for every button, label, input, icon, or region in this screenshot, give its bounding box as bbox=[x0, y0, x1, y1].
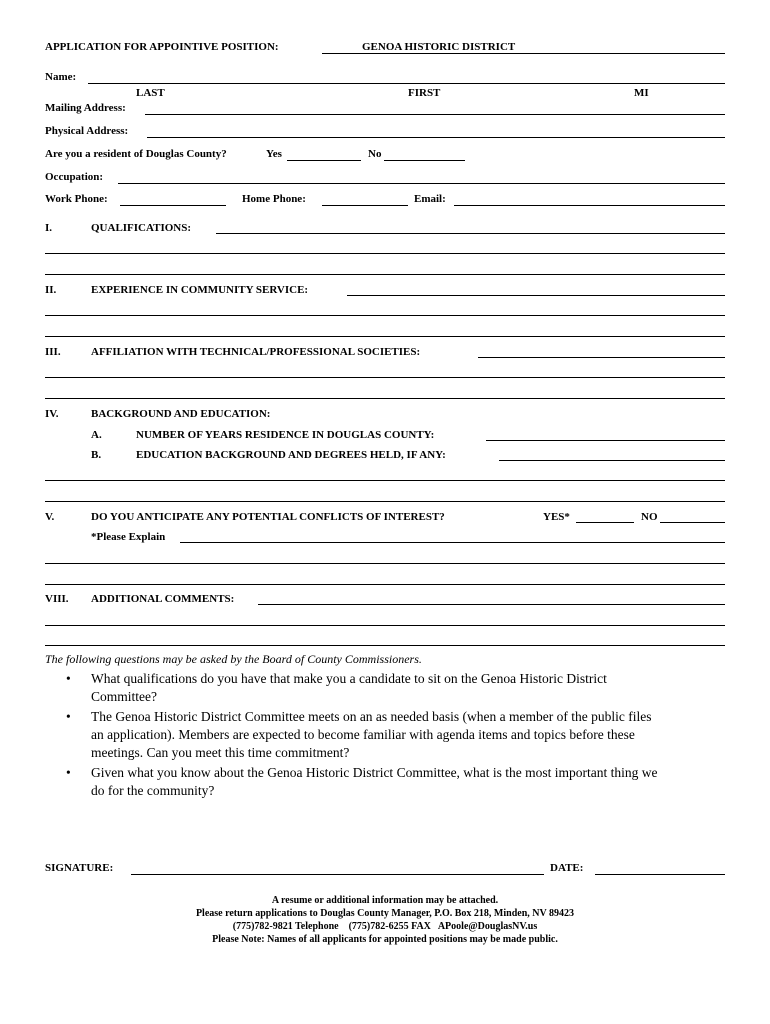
experience-field[interactable] bbox=[347, 295, 725, 296]
resident-no-field[interactable] bbox=[384, 160, 465, 161]
education-field[interactable] bbox=[45, 480, 725, 481]
qualifications-field[interactable] bbox=[45, 253, 725, 254]
residence-years-field[interactable] bbox=[486, 440, 725, 441]
affiliation-field[interactable] bbox=[45, 377, 725, 378]
bullet-icon: • bbox=[66, 709, 71, 724]
qualifications-field[interactable] bbox=[45, 274, 725, 275]
name-sublabel-mi: MI bbox=[634, 87, 649, 99]
work-phone-label: Work Phone: bbox=[45, 193, 108, 205]
qualifications-title: QUALIFICATIONS: bbox=[91, 222, 192, 234]
residence-years-label: NUMBER OF YEARS RESIDENCE IN DOUGLAS COUNTY: bbox=[136, 429, 435, 441]
section-number: III. bbox=[45, 346, 61, 358]
section-number: VIII. bbox=[45, 593, 69, 605]
bullet-icon: • bbox=[66, 765, 71, 780]
name-field[interactable] bbox=[88, 83, 725, 84]
education-label: EDUCATION BACKGROUND AND DEGREES HELD, IF ANY: bbox=[136, 449, 446, 461]
footer-public-note: Please Note: Names of all applicants for appointed positions may be made public. bbox=[212, 934, 558, 945]
position-value: GENOA HISTORIC DISTRICT bbox=[362, 41, 516, 53]
resident-question: Are you a resident of Douglas County? bbox=[45, 148, 227, 160]
board-question-2: The Genoa Historic District Committee meets on an as needed basis (when a member of the public files bbox=[91, 709, 652, 724]
conflicts-no-field[interactable] bbox=[660, 522, 725, 523]
education-field[interactable] bbox=[45, 501, 725, 502]
comments-field[interactable] bbox=[258, 604, 725, 605]
background-title: BACKGROUND AND EDUCATION: bbox=[91, 408, 271, 420]
section-number: V. bbox=[45, 511, 55, 523]
name-label: Name: bbox=[45, 71, 77, 83]
physical-address-label: Physical Address: bbox=[45, 125, 129, 137]
signature-field[interactable] bbox=[131, 874, 544, 875]
date-field[interactable] bbox=[595, 874, 725, 875]
mailing-address-field[interactable] bbox=[145, 114, 725, 115]
board-question-1: Committee? bbox=[91, 689, 157, 704]
date-label: DATE: bbox=[550, 862, 584, 874]
signature-label: SIGNATURE: bbox=[45, 862, 114, 874]
experience-title: EXPERIENCE IN COMMUNITY SERVICE: bbox=[91, 284, 309, 296]
board-question-3: do for the community? bbox=[91, 783, 215, 798]
explain-field[interactable] bbox=[45, 563, 725, 564]
resident-yes-label: Yes bbox=[266, 148, 282, 160]
occupation-label: Occupation: bbox=[45, 171, 104, 183]
occupation-field[interactable] bbox=[118, 183, 725, 184]
comments-field[interactable] bbox=[45, 625, 725, 626]
board-question-2: an application). Members are expected to become familiar with agenda items and topics before these bbox=[91, 727, 635, 742]
affiliation-title: AFFILIATION WITH TECHNICAL/PROFESSIONAL SOCIETIES: bbox=[91, 346, 421, 358]
conflicts-title: DO YOU ANTICIPATE ANY POTENTIAL CONFLICTS OF INTEREST? bbox=[91, 511, 445, 523]
home-phone-field[interactable] bbox=[322, 205, 408, 206]
work-phone-field[interactable] bbox=[120, 205, 226, 206]
section-number: IV. bbox=[45, 408, 59, 420]
conflicts-yes-field[interactable] bbox=[576, 522, 634, 523]
footer-return-address: Please return applications to Douglas County Manager, P.O. Box 218, Minden, NV 89423 bbox=[195, 908, 575, 919]
comments-field[interactable] bbox=[45, 645, 725, 646]
bullet-icon: • bbox=[66, 671, 71, 686]
footer-note: A resume or additional information may be attached. bbox=[271, 895, 499, 906]
footer-contact: (775)782-9821 Telephone (775)782-6255 FAX APoole@DouglasNV.us bbox=[232, 921, 538, 932]
form-title: APPLICATION FOR APPOINTIVE POSITION: bbox=[45, 41, 279, 53]
physical-address-field[interactable] bbox=[147, 137, 725, 138]
qualifications-field[interactable] bbox=[216, 233, 725, 234]
subitem-letter: B. bbox=[91, 449, 102, 461]
home-phone-label: Home Phone: bbox=[242, 193, 306, 205]
education-field[interactable] bbox=[499, 460, 725, 461]
conflicts-no-label: NO bbox=[641, 511, 658, 523]
email-field[interactable] bbox=[454, 205, 725, 206]
affiliation-field[interactable] bbox=[45, 398, 725, 399]
experience-field[interactable] bbox=[45, 315, 725, 316]
board-question-1: What qualifications do you have that make you a candidate to sit on the Genoa Historic District bbox=[91, 671, 607, 686]
explain-field[interactable] bbox=[180, 542, 725, 543]
position-field[interactable] bbox=[322, 53, 725, 54]
board-question-2: meetings. Can you meet this time commitment? bbox=[91, 745, 350, 760]
name-sublabel-last: LAST bbox=[136, 87, 165, 99]
board-question-3: Given what you know about the Genoa Historic District Committee, what is the most important thing we bbox=[91, 765, 658, 780]
comments-title: ADDITIONAL COMMENTS: bbox=[91, 593, 235, 605]
mailing-address-label: Mailing Address: bbox=[45, 102, 126, 114]
name-sublabel-first: FIRST bbox=[408, 87, 441, 99]
subitem-letter: A. bbox=[91, 429, 102, 441]
explain-label: *Please Explain bbox=[91, 531, 166, 543]
board-intro: The following questions may be asked by the Board of County Commissioners. bbox=[45, 652, 422, 666]
conflicts-yes-label: YES* bbox=[543, 511, 570, 523]
explain-field[interactable] bbox=[45, 584, 725, 585]
section-number: II. bbox=[45, 284, 57, 296]
affiliation-field[interactable] bbox=[478, 357, 725, 358]
section-number: I. bbox=[45, 222, 53, 234]
resident-yes-field[interactable] bbox=[287, 160, 361, 161]
resident-no-label: No bbox=[368, 148, 382, 160]
experience-field[interactable] bbox=[45, 336, 725, 337]
email-label: Email: bbox=[414, 193, 446, 205]
